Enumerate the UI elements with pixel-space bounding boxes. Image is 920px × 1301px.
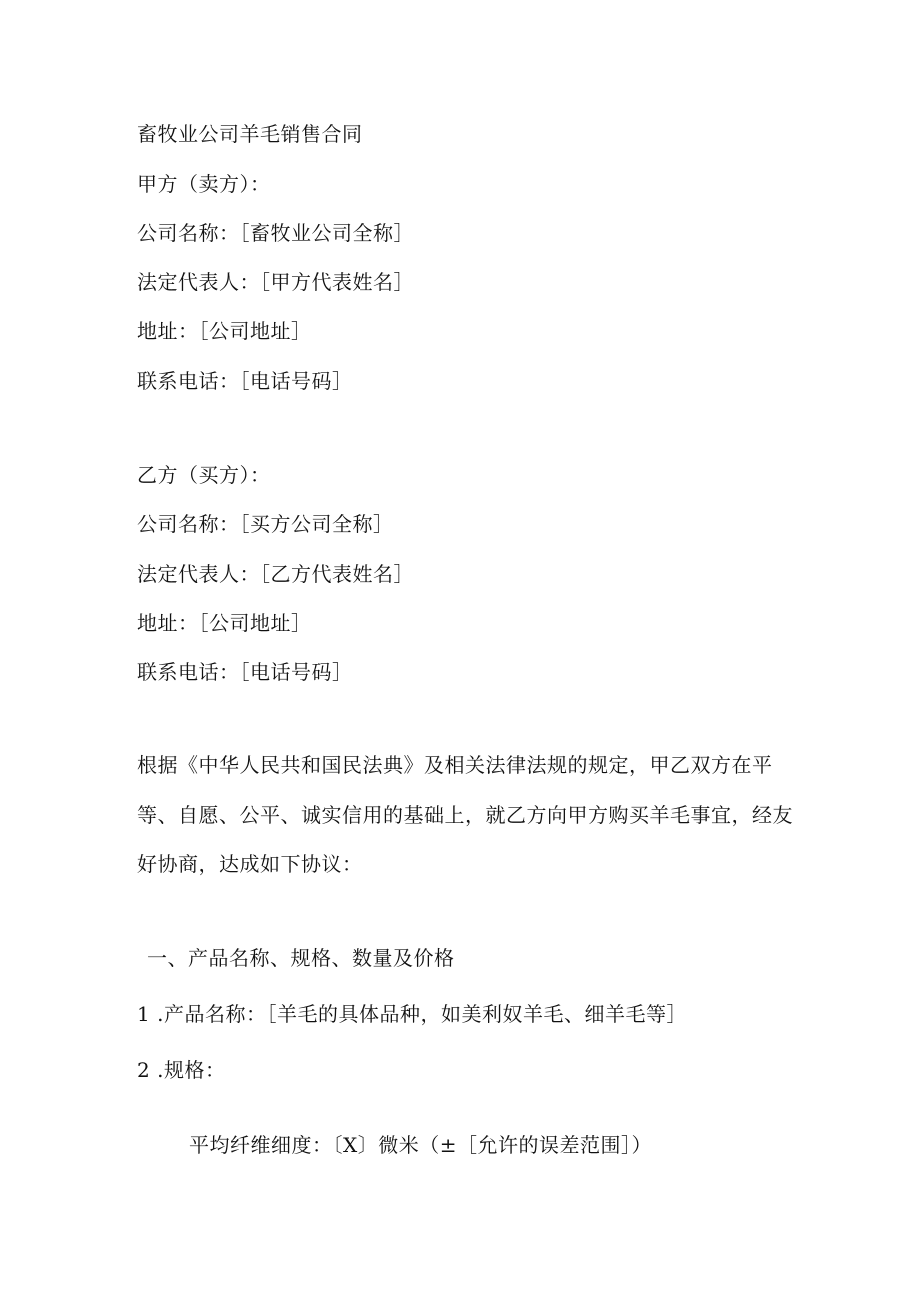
party-a-heading: 甲方（卖方）： <box>137 172 271 196</box>
party-a-company: 公司名称：［畜牧业公司全称］ <box>137 221 414 245</box>
preamble-line: 根据《中华人民共和国民法典》及相关法律法规的规定，甲乙双方在平 <box>137 753 773 777</box>
party-b-heading: 乙方（买方）： <box>137 463 271 487</box>
preamble-line: 等、自愿、公平、诚实信用的基础上，就乙方向甲方购买羊毛事宜，经友 <box>137 803 793 827</box>
party-a-address: 地址：［公司地址］ <box>137 319 312 343</box>
section-1-item-1: 1 .产品名称：［羊毛的具体品种，如美利奴羊毛、细羊毛等］ <box>137 1002 687 1026</box>
document-title: 畜牧业公司羊毛销售合同 <box>137 122 363 146</box>
party-b-representative: 法定代表人：［乙方代表姓名］ <box>137 562 414 586</box>
spec-fineness: 平均纤维细度：〔X〕微米（±［允许的误差范围］） <box>189 1133 652 1157</box>
party-b-company: 公司名称：［买方公司全称］ <box>137 512 394 536</box>
section-1-item-2: 2 .规格： <box>137 1058 226 1082</box>
party-a-representative: 法定代表人：［甲方代表姓名］ <box>137 270 414 294</box>
preamble-line: 好协商，达成如下协议： <box>137 852 363 876</box>
party-a-phone: 联系电话：［电话号码］ <box>137 369 353 393</box>
party-b-address: 地址：［公司地址］ <box>137 611 312 635</box>
party-b-phone: 联系电话：［电话号码］ <box>137 660 353 684</box>
section-1-heading: 一、产品名称、规格、数量及价格 <box>147 946 455 970</box>
